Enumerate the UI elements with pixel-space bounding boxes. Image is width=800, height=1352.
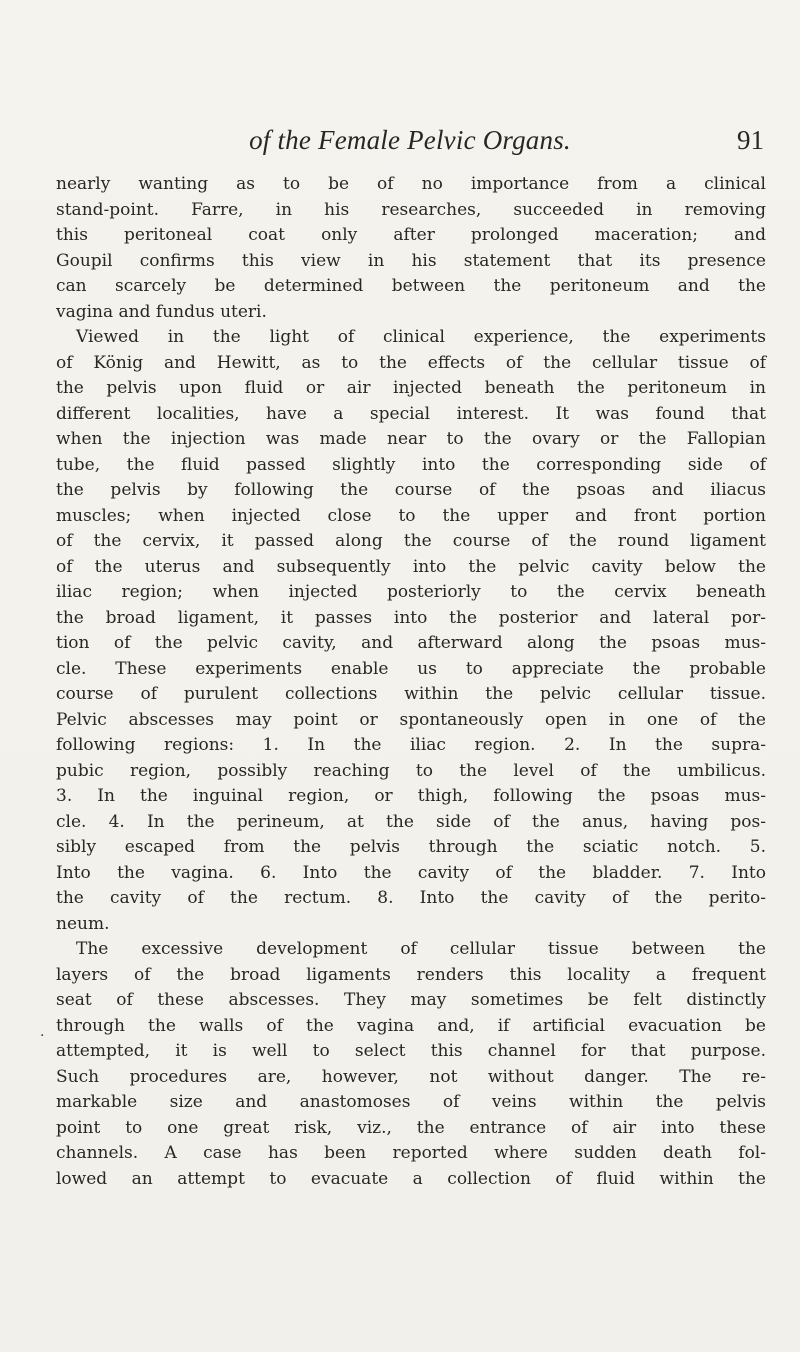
text-line: attempted, it is well to select this channel for that purpose.: [56, 1041, 766, 1061]
running-head: [56, 122, 764, 158]
text-line: point to one great risk, viz., the entrance of air into these: [56, 1117, 766, 1138]
text-line: tion of the pelvic cavity, and afterward along the psoas mus-: [56, 633, 766, 653]
text-line: through the walls of the vagina and, if artificial evacuation be: [56, 1015, 766, 1036]
body-text: [56, 172, 766, 1192]
text-line: of König and Hewitt, as to the effects of the cellular tissue of: [56, 352, 766, 373]
text-line: can scarcely be determined between the peritoneum and the: [56, 276, 766, 296]
text-line: stand-point. Farre, in his researches, succeeded in removing: [56, 199, 766, 220]
text-line: course of purulent collections within the pelvic cellular tissue.: [56, 684, 766, 704]
text-line: Into the vagina. 6. Into the cavity of the bladder. 7. Into: [56, 862, 766, 883]
text-line: nearly wanting as to be of no importance from a clinical: [56, 174, 766, 194]
running-title: of the Female Pelvic Organs.: [249, 125, 571, 155]
text-line: 3. In the inguinal region, or thigh, following the psoas mus-: [56, 786, 766, 806]
text-line: Goupil confirms this view in his statement that its presence: [56, 250, 766, 271]
margin-mark: ·: [40, 1028, 45, 1044]
text-line: the cavity of the rectum. 8. Into the cavity of the perito-: [56, 888, 766, 908]
text-line: Such procedures are, however, not without danger. The re-: [56, 1066, 766, 1087]
text-line: vagina and fundus uteri.: [56, 301, 267, 322]
text-line: Pelvic abscesses may point or spontaneously open in one of the: [56, 709, 766, 730]
text-line: iliac region; when injected posteriorly to the cervix beneath: [56, 582, 766, 602]
text-line: the pelvis upon fluid or air injected beneath the peritoneum in: [56, 378, 766, 398]
text-line: channels. A case has been reported where sudden death fol-: [56, 1143, 766, 1163]
text-line: cle. 4. In the perineum, at the side of the anus, having pos-: [56, 811, 766, 832]
text-line: The excessive development of cellular tissue between the: [76, 939, 766, 959]
text-line: when the injection was made near to the ovary or the Fallopian: [56, 429, 766, 449]
text-line: neum.: [56, 913, 110, 934]
text-line: following regions: 1. In the iliac region. 2. In the supra-: [56, 735, 766, 755]
text-line: sibly escaped from the pelvis through the sciatic notch. 5.: [56, 837, 766, 857]
text-line: cle. These experiments enable us to appreciate the probable: [56, 658, 766, 679]
text-line: different localities, have a special interest. It was found that: [56, 403, 766, 424]
text-line: tube, the fluid passed slightly into the corresponding side of: [56, 454, 766, 475]
text-line: the pelvis by following the course of the psoas and iliacus: [56, 480, 766, 500]
text-line: markable size and anastomoses of veins within the pelvis: [56, 1092, 766, 1112]
text-line: pubic region, possibly reaching to the level of the umbilicus.: [56, 760, 766, 781]
page-number: 91: [737, 125, 764, 155]
text-line: layers of the broad ligaments renders this locality a frequent: [56, 964, 766, 985]
text-line: of the cervix, it passed along the course of the round ligament: [56, 531, 766, 551]
text-line: this peritoneal coat only after prolonged maceration; and: [56, 225, 766, 245]
text-line: muscles; when injected close to the upper and front portion: [56, 505, 766, 526]
text-line: the broad ligament, it passes into the posterior and lateral por-: [56, 607, 766, 628]
text-line: lowed an attempt to evacuate a collection of fluid within the: [56, 1168, 766, 1189]
text-line: seat of these abscesses. They may sometimes be felt distinctly: [56, 990, 766, 1010]
text-line: of the uterus and subsequently into the pelvic cavity below the: [56, 556, 766, 577]
text-line: Viewed in the light of clinical experience, the experiments: [76, 327, 766, 347]
